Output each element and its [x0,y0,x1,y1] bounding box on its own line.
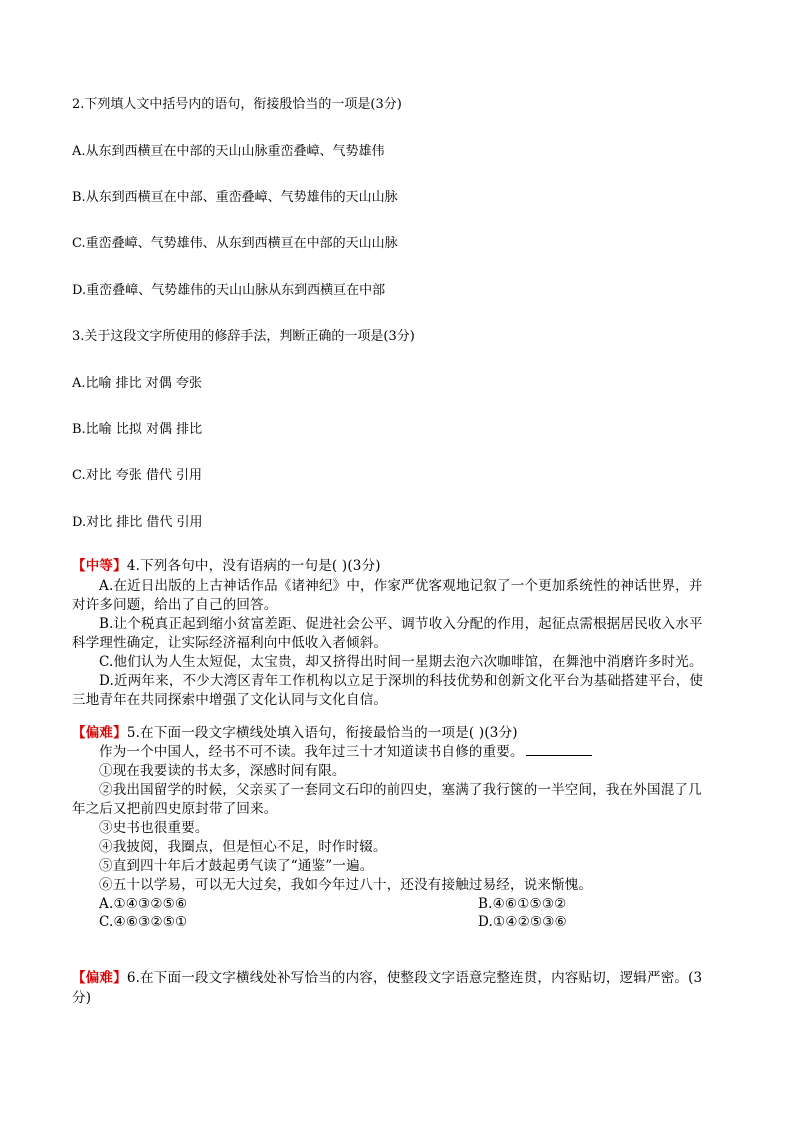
question-4-stem-line [72,557,381,575]
question-2-option-a: A.从东到西横亘在中部的天山山脉重峦叠嶂、气势雄伟 [72,144,385,159]
question-3-option-b: B.比喻 比拟 对偶 排比 [72,422,203,437]
difficulty-tag: 【中等】 [72,558,127,574]
question-5-choice-a: A.①④③②⑤⑥ [99,896,188,912]
answer-blank [526,743,592,756]
question-5-choice-c: C.④⑥③②⑤① [99,914,188,930]
question-3-option-d: D.对比 排比 借代 引用 [72,515,203,530]
question-4-line: B.让个税真正起到缩小贫富差距、促进社会公平、调节收入分配的作用，起征点需根据居民收入水平 [99,616,703,632]
question-4-line: D.近两年来，不少大湾区青年工作机构以立足于深圳的科技优势和创新文化平台为基础搭建平台，使 [99,673,704,689]
question-2-stem: 2.下列填人文中括号内的语句，衔接殷恰当的一项是(3分) [72,97,402,112]
question-4-line: C.他们认为人生太短促，太宝贵，却又挤得出时间一星期去泡六次咖啡馆，在舞池中消磨许多时光。 [99,654,703,670]
question-5-stem: 5.在下面一段文字横线处填入语句，衔接最恰当的一项是( )(3分) [126,725,518,741]
question-5-sentence: ⑤直到四十年后才鼓起勇气读了“通鉴”一遍。 [99,858,374,874]
question-5-sentence: ②我出国留学的时候，父亲买了一套同文石印的前四史，塞满了我行箧的一半空间，我在外国混了几 [99,782,702,798]
question-3-stem: 3.关于这段文字所使用的修辞手法，判断正确的一项是(3分) [72,329,415,344]
question-5-intro-line [99,743,592,761]
question-5-intro: 作为一个中国人，经书不可不读。我年过三十才知道读书自修的重要。 [99,744,524,760]
question-5-sentence: ③史书也很重要。 [99,820,209,836]
question-6-stem-line [72,969,702,987]
question-4-line: 对许多问题，给出了自己的回答。 [72,597,278,613]
question-5-stem-line [72,724,518,742]
question-4-line: A.在近日出版的上古神话作品《诸神纪》中，作家严优客观地记叙了一个更加系统性的神话世界，并 [99,578,703,594]
question-6-stem-continuation: 分) [72,990,92,1006]
question-6-stem: 6.在下面一段文字横线处补写恰当的内容，使整段文字语意完整连贯，内容贴切，逻辑严密。(3 [126,970,703,986]
question-5-sentence: 年之后又把前四史原封带了回来。 [72,801,278,817]
question-2-option-c: C.重峦叠嶂、气势雄伟、从东到西横亘在中部的天山山脉 [72,236,398,251]
question-5-sentence: ⑥五十以学易，可以无大过矣，我如今年过八十，还没有接触过易经，说来惭愧。 [99,877,593,893]
question-4-line: 三地青年在共同探索中增强了文化认同与文化自信。 [72,692,388,708]
question-5-sentence: ①现在我要读的书太多，深感时间有限。 [99,763,346,779]
question-4-line: 科学理性确定，让实际经济福利向中低收入者倾斜。 [72,635,388,651]
difficulty-tag: 【偏难】 [72,725,127,741]
question-2-option-b: B.从东到西横亘在中部、重峦叠嶂、气势雄伟的天山山脉 [72,190,398,205]
question-3-option-c: C.对比 夸张 借代 引用 [72,468,203,483]
question-5-sentence: ④我披阅，我圈点，但是恒心不足，时作时辍。 [99,839,387,855]
question-4-stem: 4.下列各句中，没有语病的一句是( )(3分) [126,558,381,574]
question-5-choice-b: B.④⑥①⑤③② [478,896,567,912]
question-5-choice-d: D.①④②⑤③⑥ [478,914,567,930]
question-2-option-d: D.重峦叠嶂、气势雄伟的天山山脉从东到西横亘在中部 [72,283,386,298]
difficulty-tag: 【偏难】 [72,970,127,986]
question-3-option-a: A.比喻 排比 对偶 夸张 [72,376,202,391]
